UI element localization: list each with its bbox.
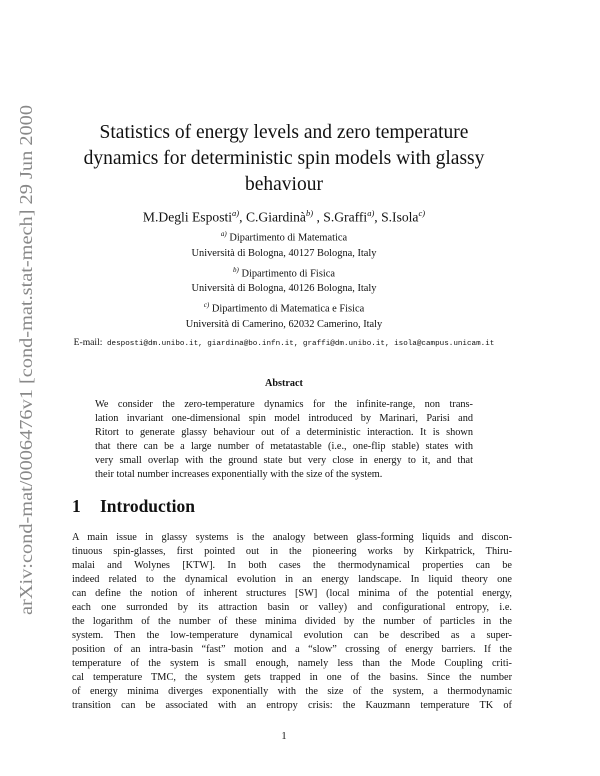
arxiv-stamp-text: arXiv:cond-mat/0006476v1 [cond-mat.stat-mech] 29 Jun 2000 — [16, 163, 36, 615]
section-title: Introduction — [100, 496, 195, 516]
section-number: 1 — [72, 496, 81, 516]
email-addresses: desposti@dm.unibo.it, giardina@bo.infn.it, graffi@dm.unibo.it, isola@campus.unicam.it — [106, 340, 495, 348]
email-line — [60, 337, 508, 348]
abstract-heading: Abstract — [265, 378, 303, 389]
page-number: 1 — [281, 731, 287, 742]
affiliation-mark: c) — [203, 301, 210, 309]
author-name: S.Graffi — [323, 209, 368, 225]
abstract-line: that there can be a large number of metatastable (i.e., one-flip stable) states with — [95, 441, 473, 452]
body-line: indeed related to the dynamical evolution in an energy landscape. In liquid theory one — [72, 574, 512, 585]
author-separator: , — [374, 209, 382, 225]
body-line: temperature of the system is small enough, namely less than the Mode Coupling criti- — [72, 658, 512, 669]
affiliation-mark: a) — [220, 230, 227, 238]
paper-title — [60, 120, 508, 198]
body-line: the logarithm of the number of these minima divided by the number of particles in the — [72, 616, 512, 627]
author-mark: a) — [367, 208, 375, 218]
abstract-line: their total number increases exponentially with the size of the system. — [95, 469, 383, 480]
body-line: can define the notion of inherent structures [SW] (local minima of the potential energy, — [72, 588, 512, 599]
body-line: transition can be associated with an entropy crisis: the Kauzmann temperature TK of — [72, 700, 512, 711]
body-line: position of an intra-basin “fast” motion and a “slow” crossing of energy barriers. If the — [72, 644, 512, 655]
author-mark: a) — [232, 208, 240, 218]
author-name: S.Isola — [381, 209, 419, 225]
arxiv-stamp — [14, 100, 38, 620]
abstract-line: lation invariant one-dimensional spin model introduced by Marinari, Parisi and — [95, 413, 473, 424]
author-separator: , — [239, 209, 246, 225]
email-label: E-mail: — [73, 337, 103, 348]
affiliation-dept-text: Dipartimento di Matematica — [229, 232, 348, 244]
abstract-line: Ritort to generate glassy behaviour out of a deterministic interaction. It is shown — [95, 427, 473, 438]
body-line: malai and Wolynes [KTW]. In both cases the thermodynamical properties can be — [72, 560, 512, 571]
abstract-line: very small overlap with the ground state but very close in energy to it, and that — [95, 455, 473, 466]
affiliation-dept — [60, 230, 508, 243]
author-name: C.Giardinà — [245, 209, 306, 225]
author-name: M.Degli Esposti — [142, 209, 233, 225]
author-separator: , — [313, 209, 324, 225]
affiliation-dept — [60, 301, 508, 314]
affiliation-dept-text: Dipartimento di Matematica e Fisica — [211, 303, 365, 315]
title-line-3: behaviour — [245, 174, 323, 195]
affiliation-univ: Università di Bologna, 40127 Bologna, Italy — [191, 248, 377, 259]
body-line: tinuous spin-glasses, first pointed out in the pioneering works by Kirkpatrick, Thiru- — [72, 546, 512, 557]
body-line: each one surronded by its attraction basin or valley) and configurational entropy, i.e. — [72, 602, 512, 613]
arxiv-stamp-svg — [14, 100, 38, 620]
author-list — [60, 208, 508, 226]
author-mark: b) — [305, 208, 314, 218]
abstract-line: We consider the zero-temperature dynamics for the infinite-range, non trans- — [95, 399, 473, 410]
body-line: cal temperature TMC, the system gets trapped in one of the basins. Since the number — [72, 672, 512, 683]
title-line-2: dynamics for deterministic spin models with glassy — [83, 148, 485, 169]
affiliation-dept — [60, 266, 508, 279]
body-line: system. Then the low-temperature dynamical evolution can be described as a super- — [72, 630, 512, 641]
body-line: of energy minima diverges exponentially with the size of the system, a thermodynamic — [72, 686, 512, 697]
author-mark: c) — [418, 208, 426, 218]
body-line: A main issue in glassy systems is the analogy between glass-forming liquids and discon- — [72, 532, 512, 543]
affiliation-univ: Università di Camerino, 62032 Camerino, Italy — [185, 319, 383, 330]
section-heading — [72, 496, 195, 517]
title-line-1: Statistics of energy levels and zero temperature — [99, 122, 469, 143]
affiliation-mark: b) — [233, 266, 239, 274]
affiliation-dept-text: Dipartimento di Fisica — [241, 268, 335, 280]
affiliation-univ: Università di Bologna, 40126 Bologna, Italy — [191, 283, 377, 294]
